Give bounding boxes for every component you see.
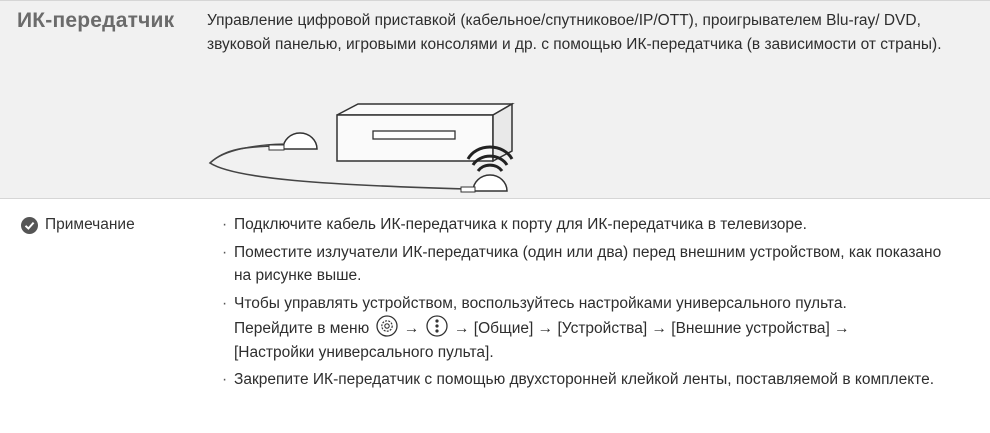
note-label xyxy=(21,216,135,234)
ir-blaster-section xyxy=(0,0,990,199)
menu-path-end: [Настройки универсального пульта]. xyxy=(234,343,494,361)
settings-gear-icon xyxy=(376,315,398,337)
list-item: · Закрепите ИК-передатчик с помощью двухсторонней клейкой ленты, поставляемой в комплекте. xyxy=(222,368,962,392)
note-label-text: Примечание xyxy=(45,216,135,233)
menu-path-prefix: Перейдите в меню xyxy=(234,320,370,337)
external-device-icon xyxy=(337,104,512,161)
section-title: ИК-передатчик xyxy=(17,9,175,32)
menu-path-intro: Чтобы управлять устройством, воспользуйтесь настройками универсального пульта. xyxy=(234,294,847,312)
ir-emitter-1-icon xyxy=(269,133,317,150)
menu-path-steps: → [Общие] → [Устройства] → [Внешние устройства] → xyxy=(453,320,850,337)
section-description: Управление цифровой приставкой (кабельное/спутниковое/IP/OTT), проигрывателем Blu-ray/ DVD, звуковой панелью, игровыми консолями и др. с помощью ИК-передатчика (в зависимости от страны). xyxy=(207,12,942,53)
ir-blaster-illustration xyxy=(205,101,525,197)
check-circle-icon xyxy=(21,217,38,234)
list-item: · Поместите излучатели ИК-передатчика (один или два) перед внешним устройством, как показано на рисунке выше. xyxy=(222,241,962,288)
list-item-menu-path xyxy=(222,292,962,365)
menu-path-arrow: → xyxy=(403,320,420,337)
note-list xyxy=(222,213,962,396)
more-options-icon xyxy=(426,315,448,337)
list-item: · Подключите кабель ИК-передатчика к порту для ИК-передатчика в телевизоре. xyxy=(222,213,962,237)
note-section xyxy=(0,199,990,433)
